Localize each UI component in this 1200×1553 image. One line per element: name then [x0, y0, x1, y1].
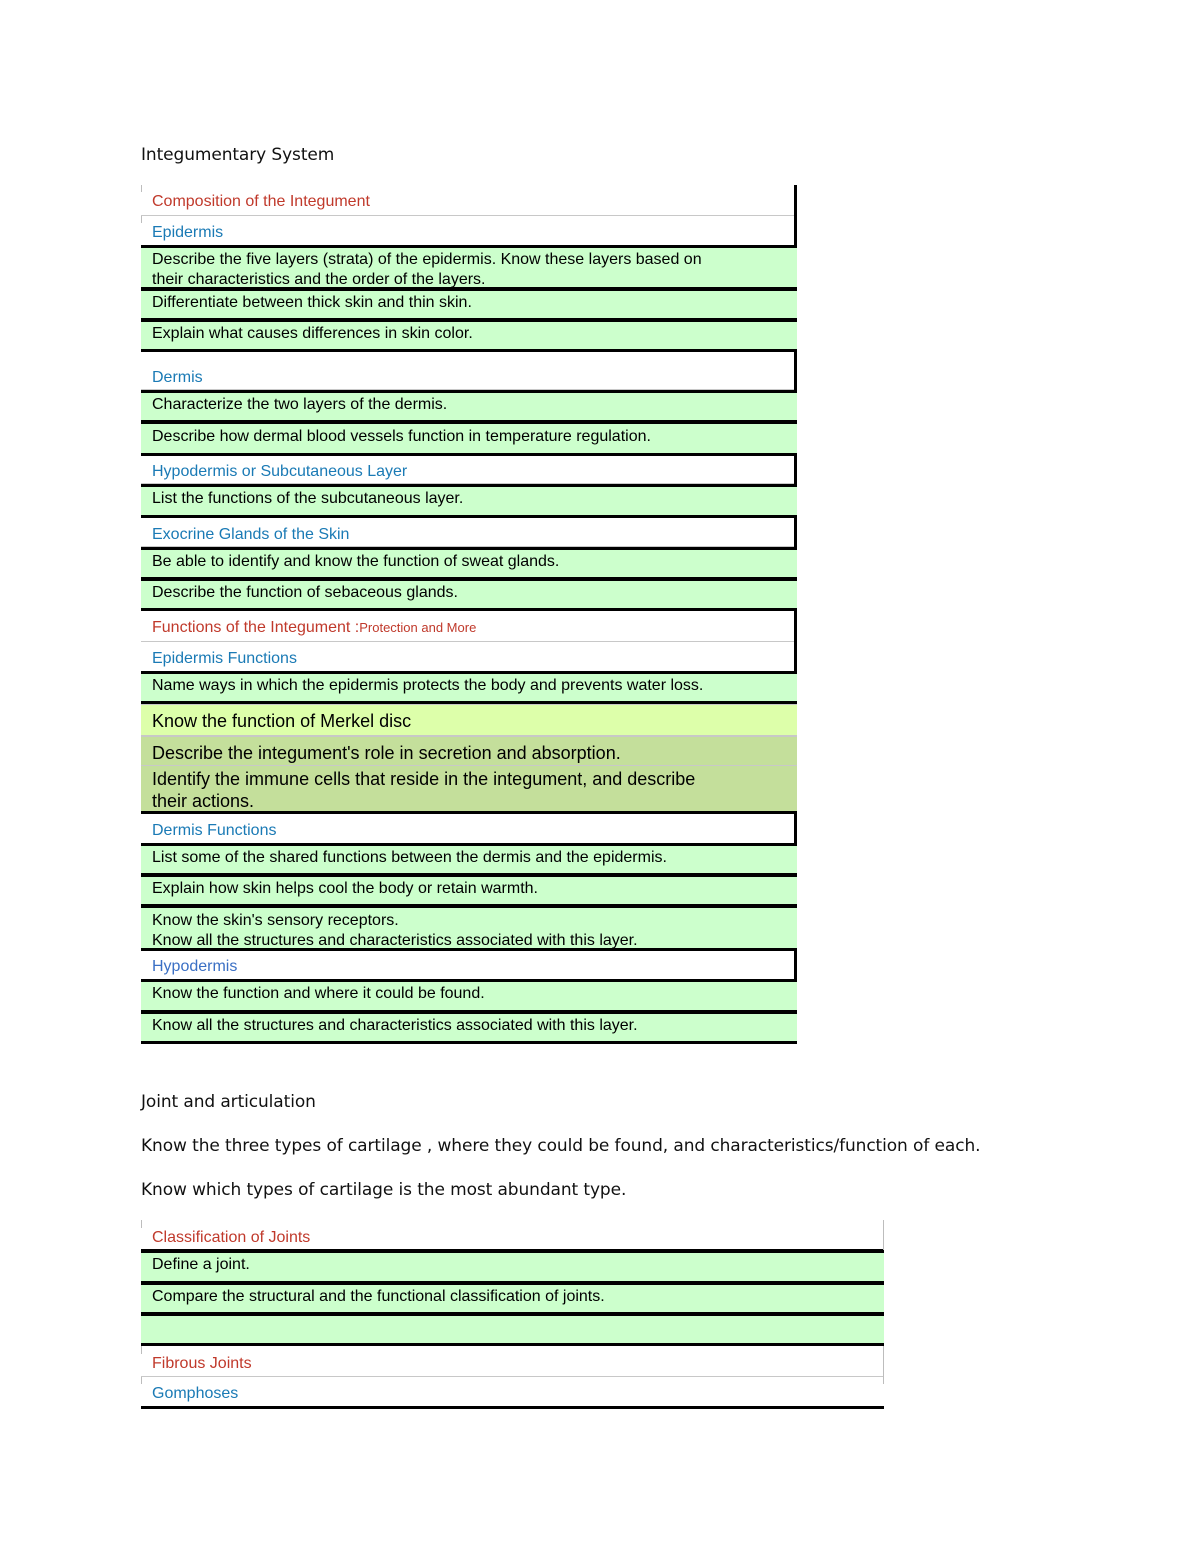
dermis-function-item-1: List some of the shared functions between the dermis and the epidermis. [152, 849, 667, 866]
table-row [141, 765, 797, 814]
classification-heading: Classification of Joints [152, 1229, 311, 1246]
gomphoses-heading: Gomphoses [152, 1385, 239, 1402]
table-heading-row [141, 192, 794, 216]
epidermis-function-item-4a: Identify the immune cells that reside in the integument, and describe [152, 769, 696, 789]
glands-item-1: Be able to identify and know the function of sweat glands. [152, 553, 560, 570]
table-row [141, 547, 797, 580]
table-row [141, 736, 797, 766]
epidermis-item-1b: their characteristics and the order of the layers. [152, 271, 486, 288]
epidermis-function-item-3: Describe the integument's role in secretion and absorption. [152, 743, 621, 763]
epidermis-heading: Epidermis [152, 224, 224, 241]
table-heading-row [141, 649, 794, 672]
joints-item-2: Compare the structural and the functional classification of joints. [152, 1288, 605, 1305]
table-row [141, 1250, 884, 1284]
dermis-item-2: Describe how dermal blood vessels function in temperature regulation. [152, 428, 651, 445]
fibrous-heading: Fibrous Joints [152, 1355, 252, 1372]
glands-item-2: Describe the function of sebaceous glands. [152, 584, 458, 601]
dermis-function-item-2: Explain how skin helps cool the body or retain warmth. [152, 880, 538, 897]
table-heading-row [141, 462, 794, 484]
joints-item-1: Define a joint. [152, 1256, 250, 1273]
cartilage-line-1: Know the three types of cartilage , where they could be found, and characteristics/function of each. [141, 1136, 981, 1156]
table-row [141, 874, 797, 907]
table-row [141, 979, 797, 1013]
epidermis-item-1a: Describe the five layers (strata) of the epidermis. Know these layers based on [152, 251, 702, 268]
table-heading-row [141, 957, 794, 980]
table-row [141, 843, 797, 876]
section-title-integumentary: Integumentary System [141, 145, 335, 165]
epidermis-item-2: Differentiate between thick skin and thin skin. [152, 294, 472, 311]
table-row [141, 704, 797, 736]
table-heading-row [141, 223, 794, 246]
table-heading-row [141, 1384, 884, 1409]
hypodermis-heading: Hypodermis or Subcutaneous Layer [152, 463, 408, 480]
table-row [141, 390, 797, 423]
table-row [141, 484, 797, 518]
table-row [141, 1313, 884, 1346]
dermis-item-1: Characterize the two layers of the dermis. [152, 396, 448, 413]
hypodermis2-item-2: Know all the structures and characteristics associated with this layer. [152, 1017, 638, 1034]
table-heading-row [141, 1228, 883, 1252]
table-row [141, 905, 797, 951]
dermis-function-item-4: Know all the structures and characteristics associated with this layer. [152, 932, 638, 949]
table-row [141, 319, 797, 352]
cartilage-line-2: Know which types of cartilage is the most abundant type. [141, 1180, 627, 1200]
epidermis-item-3: Explain what causes differences in skin color. [152, 325, 473, 342]
table-row [141, 288, 797, 321]
functions-subheading: Protection and More [359, 620, 477, 635]
table-heading-row [141, 821, 794, 844]
table-row [141, 578, 797, 611]
dermis-heading: Dermis [152, 369, 203, 386]
glands-heading: Exocrine Glands of the Skin [152, 526, 350, 543]
hypodermis2-item-1: Know the function and where it could be found. [152, 985, 485, 1002]
table-heading-row [141, 618, 794, 642]
table-heading-row [141, 1354, 883, 1377]
table-heading-row [141, 525, 794, 547]
table-row [141, 245, 797, 290]
hypodermis-item-1: List the functions of the subcutaneous layer. [152, 490, 464, 507]
functions-heading: Functions of the Integument : [152, 619, 360, 636]
table-row [141, 1282, 884, 1315]
section-title-joints: Joint and articulation [141, 1092, 316, 1112]
epidermis-function-item-4b: their actions. [152, 791, 255, 811]
table-row [141, 421, 797, 456]
epidermis-function-item-2: Know the function of Merkel disc [152, 711, 412, 731]
hypodermis2-heading: Hypodermis [152, 958, 238, 975]
table-row [141, 1011, 797, 1044]
dermis-functions-heading: Dermis Functions [152, 822, 277, 839]
dermis-function-item-3: Know the skin's sensory receptors. [152, 912, 399, 929]
table-heading-row [141, 368, 794, 390]
table-row [141, 671, 797, 704]
epidermis-functions-heading: Epidermis Functions [152, 650, 297, 667]
composition-heading: Composition of the Integument [152, 193, 370, 210]
epidermis-function-item-1: Name ways in which the epidermis protects the body and prevents water loss. [152, 677, 704, 694]
